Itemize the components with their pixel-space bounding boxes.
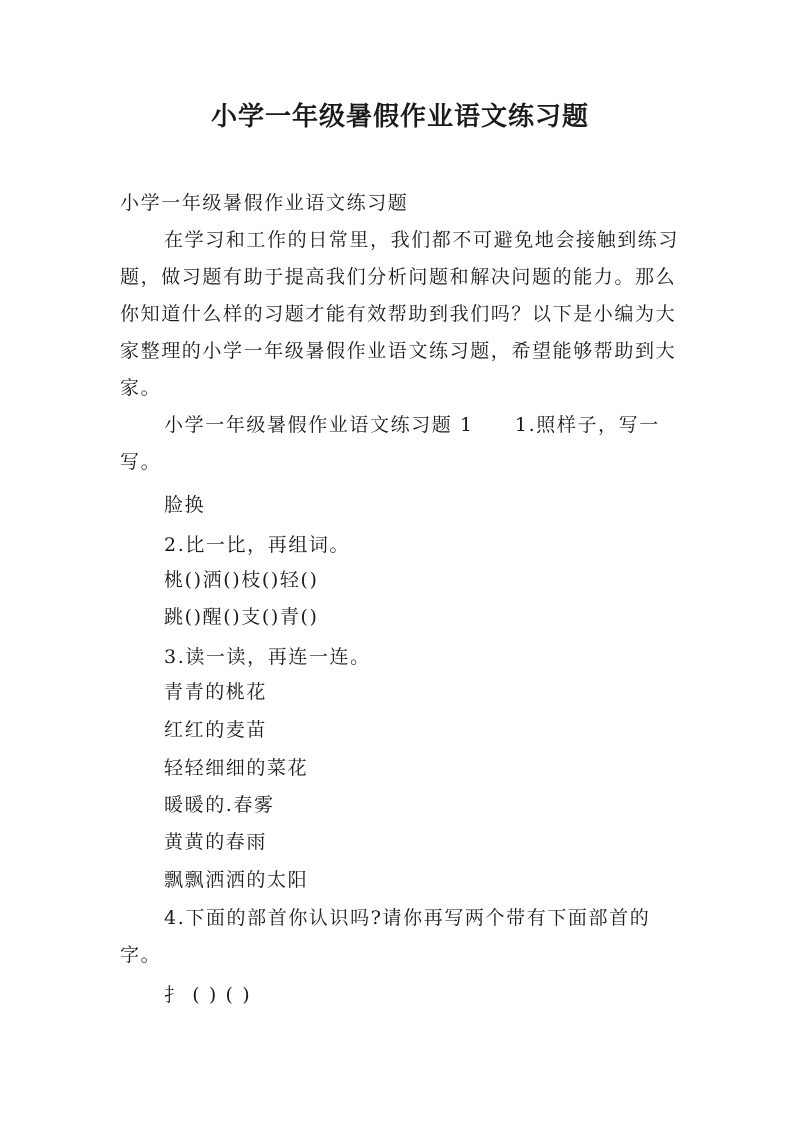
list-item: 2.比一比，再组词。 [164, 534, 351, 556]
list-item: 黄黄的春雨 [164, 831, 268, 853]
question-4-block [120, 900, 688, 974]
document-body [120, 185, 688, 481]
list-item: 轻轻细细的菜花 [164, 757, 309, 779]
intro-paragraph: 在学习和工作的日常里，我们都不可避免地会接触到练习题，做习题有助于提高我们分析问题和解决问题的能力。那么你知道什么样的习题才能有效帮助到我们吗？以下是小编为大家整理的小学一年级暑假作业语文练习题，希望能够帮助到大家。 [120, 229, 680, 399]
list-item: 飘飘洒洒的太阳 [164, 869, 309, 891]
document-title: 小学一年级暑假作业语文练习题 [210, 102, 589, 132]
list-item: 3.读一读，再连一连。 [164, 646, 371, 668]
list-item: 暖暖的.春雾 [164, 794, 275, 816]
list-item: 脸换 [164, 494, 206, 516]
list-item: 青青的桃花 [164, 681, 268, 703]
list-item: 红红的麦苗 [164, 719, 268, 741]
section1-heading: 小学一年级暑假作业语文练习题 1 1.照样子，写一写。 [120, 414, 660, 473]
list-item: 桃()洒()枝()轻() [164, 569, 319, 591]
radical-line: 扌 ( ) ( ) [164, 984, 252, 1006]
question-4: 4.下面的部首你认识吗?请你再写两个带有下面部首的字。 [120, 907, 651, 966]
list-item: 跳()醒()支()青() [164, 606, 319, 628]
subtitle-line: 小学一年级暑假作业语文练习题 [120, 192, 409, 214]
